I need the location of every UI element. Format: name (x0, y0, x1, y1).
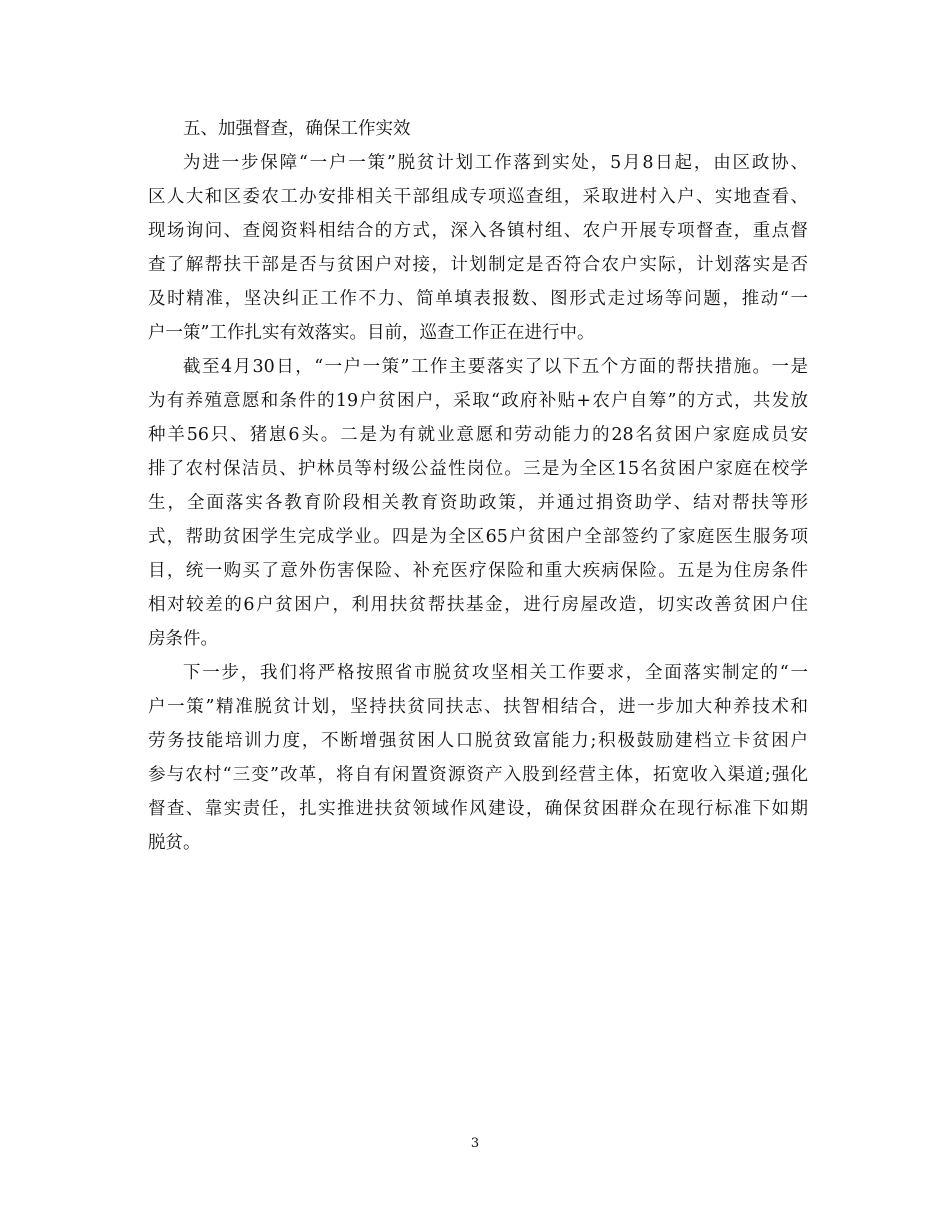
paragraph-line: 查了解帮扶干部是否与贫困户对接，计划制定是否符合农户实际，计划落实是否 (148, 255, 808, 275)
paragraph-line: 参与农村“三变”改革，将自有闲置资源资产入股到经营主体，拓宽收入渠道;强化 (148, 765, 808, 785)
paragraph-line: 式，帮助贫困学生完成学业。四是为全区65户贫困户全部签约了家庭医生服务项 (148, 527, 808, 547)
paragraph-line: 房条件。 (148, 629, 218, 649)
paragraph-measures (148, 350, 808, 656)
paragraph-supervision (148, 146, 808, 350)
paragraph-line: 区人大和区委农工办安排相关干部组成专项巡查组，采取进村入户、实地查看、 (148, 187, 808, 207)
paragraph-line: 生，全面落实各教育阶段相关教育资助政策，并通过捐资助学、结对帮扶等形 (148, 493, 808, 513)
paragraph-line: 为进一步保障“一户一策”脱贫计划工作落到实处，5月8日起，由区政协、 (183, 153, 808, 173)
paragraph-line: 截至4月30日，“一户一策”工作主要落实了以下五个方面的帮扶措施。一是 (183, 357, 808, 377)
paragraph-line: 现场询问、查阅资料相结合的方式，深入各镇村组、农户开展专项督查，重点督 (148, 221, 808, 241)
paragraph-line: 督查、靠实责任，扎实推进扶贫领域作风建设，确保贫困群众在现行标准下如期 (148, 799, 808, 819)
paragraph-line: 户一策”工作扎实有效落实。目前，巡查工作正在进行中。 (148, 323, 595, 343)
paragraph-line: 相对较差的6户贫困户，利用扶贫帮扶基金，进行房屋改造，切实改善贫困户住 (148, 595, 808, 615)
document-body (148, 112, 808, 860)
section-heading: 五、加强督查，确保工作实效 (183, 119, 411, 139)
paragraph-line: 下一步，我们将严格按照省市脱贫攻坚相关工作要求，全面落实制定的“一 (183, 663, 808, 683)
paragraph-line: 户一策”精准脱贫计划，坚持扶贫同扶志、扶智相结合，进一步加大种养技术和 (148, 697, 808, 717)
paragraph-line: 种羊56只、猪崽6头。二是为有就业意愿和劳动能力的28名贫困户家庭成员安 (148, 425, 808, 445)
paragraph-line: 目，统一购买了意外伤害保险、补充医疗保险和重大疾病保险。五是为住房条件 (148, 561, 808, 581)
paragraph-next-steps (148, 656, 808, 860)
paragraph-line: 及时精准，坚决纠正工作不力、简单填表报数、图形式走过场等问题，推动“一 (148, 289, 808, 309)
paragraph-line: 劳务技能培训力度，不断增强贫困人口脱贫致富能力;积极鼓励建档立卡贫困户 (148, 731, 808, 751)
page-number: 3 (470, 1136, 480, 1151)
paragraph-line: 排了农村保洁员、护林员等村级公益性岗位。三是为全区15名贫困户家庭在校学 (148, 459, 808, 479)
paragraph-line: 脱贫。 (148, 833, 201, 853)
paragraph-line: 为有养殖意愿和条件的19户贫困户，采取“政府补贴+农户自筹”的方式，共发放 (148, 391, 808, 411)
